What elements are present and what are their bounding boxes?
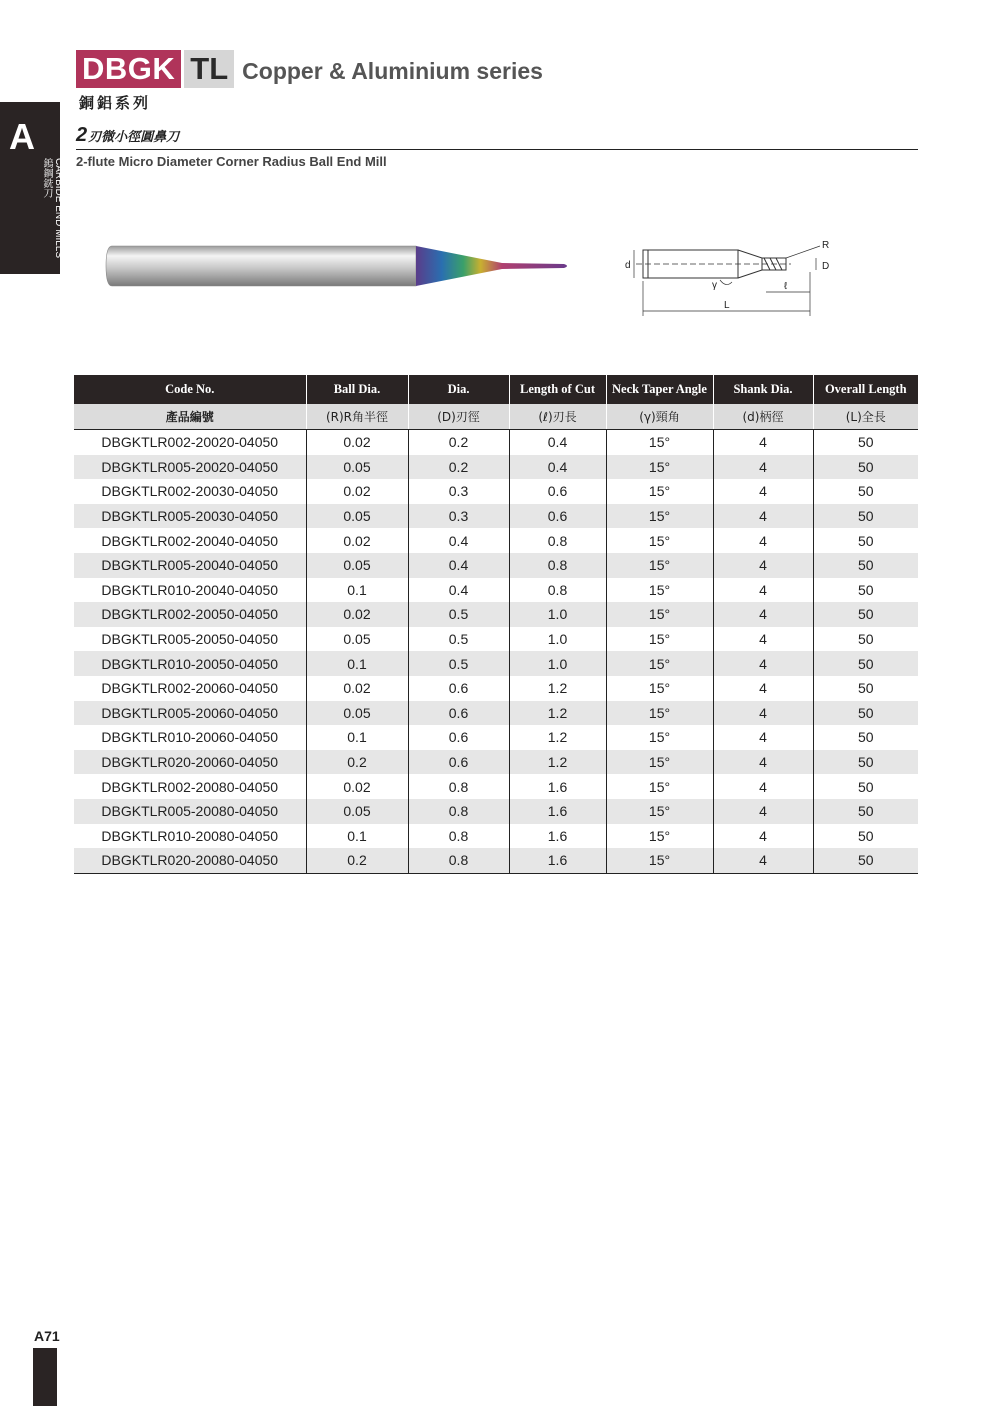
label-L: L [724, 300, 730, 311]
table-row [74, 701, 918, 726]
label-l: ℓ [784, 281, 788, 292]
cell-ball-dia: 0.05 [306, 799, 408, 824]
cell-dia: 0.8 [408, 824, 509, 849]
cell-shank-dia: 4 [713, 799, 813, 824]
product-title-cn [76, 124, 179, 147]
cell-overall-length: 50 [813, 651, 918, 676]
cell-overall-length: 50 [813, 701, 918, 726]
table-row [74, 774, 918, 799]
table-row [74, 602, 918, 627]
cell-shank-dia: 4 [713, 848, 813, 873]
cell-length-of-cut: 1.2 [509, 725, 606, 750]
page-number: A71 [34, 1328, 60, 1344]
cell-length-of-cut: 1.6 [509, 799, 606, 824]
section-label-cn: 鎢鋼銑刀 [41, 158, 52, 198]
label-d: d [625, 260, 631, 271]
cell-neck-taper-angle: 15° [606, 479, 713, 504]
footer-bar [33, 1348, 57, 1406]
header-row-cn [74, 404, 918, 430]
cell-dia: 0.8 [408, 774, 509, 799]
cell-ball-dia: 0.05 [306, 504, 408, 529]
cell-overall-length: 50 [813, 553, 918, 578]
cell-code-no: DBGKTLR002-20030-04050 [101, 483, 279, 500]
cell-ball-dia: 0.1 [306, 725, 408, 750]
cell-length-of-cut: 1.2 [509, 701, 606, 726]
col-header-cn-ball-dia: (R)R角半徑 [306, 404, 408, 430]
col-header-shank-dia: Shank Dia. [713, 375, 813, 404]
cell-code-no: DBGKTLR010-20040-04050 [101, 581, 279, 598]
cell-code-no: DBGKTLR005-20030-04050 [74, 504, 306, 529]
cell-shank-dia: 4 [713, 701, 813, 726]
cell-neck-taper-angle: 15° [606, 455, 713, 480]
cell-dia: 0.4 [408, 578, 509, 603]
cell-neck-taper-angle: 15° [606, 750, 713, 775]
cell-overall-length: 50 [813, 848, 918, 873]
table-row [74, 651, 918, 676]
brand-header [76, 50, 543, 88]
col-header-ball-dia: Ball Dia. [306, 375, 408, 404]
cell-shank-dia: 4 [713, 455, 813, 480]
cell-dia: 0.3 [408, 504, 509, 529]
col-header-cn-length-of-cut: (ℓ)刃長 [509, 404, 606, 430]
table-row [74, 430, 918, 455]
cell-shank-dia: 4 [713, 479, 813, 504]
cell-neck-taper-angle: 15° [606, 504, 713, 529]
cell-dia: 0.4 [408, 528, 509, 553]
cell-code-no: DBGKTLR002-20080-04050 [101, 778, 279, 795]
table-row [74, 479, 918, 504]
cell-neck-taper-angle: 15° [606, 430, 713, 455]
cell-code-no: DBGKTLR005-20020-04050 [74, 455, 306, 480]
table-body [74, 430, 918, 874]
cell-shank-dia: 4 [713, 824, 813, 849]
cell-ball-dia: 0.05 [306, 627, 408, 652]
cell-length-of-cut: 1.6 [509, 774, 606, 799]
cell-overall-length: 50 [813, 455, 918, 480]
col-header-cn-neck-taper-angle: (γ)頸角 [606, 404, 713, 430]
tool-photo [104, 238, 579, 294]
brand-suffix: TL [184, 50, 234, 88]
cell-code-no: DBGKTLR005-20080-04050 [74, 799, 306, 824]
series-title: Copper & Aluminium series [242, 58, 543, 84]
cell-dia: 0.6 [408, 701, 509, 726]
section-label [40, 158, 64, 258]
tool-neck [416, 246, 502, 286]
cell-dia: 0.6 [408, 750, 509, 775]
cell-shank-dia: 4 [713, 528, 813, 553]
cell-neck-taper-angle: 15° [606, 824, 713, 849]
col-header-cn-shank-dia: (d)柄徑 [713, 404, 813, 430]
spec-table [74, 375, 918, 874]
cell-neck-taper-angle: 15° [606, 651, 713, 676]
title-divider [76, 149, 918, 150]
cell-shank-dia: 4 [713, 750, 813, 775]
cell-ball-dia: 0.02 [306, 676, 408, 701]
cell-dia: 0.8 [408, 848, 509, 873]
cell-overall-length: 50 [813, 824, 918, 849]
cell-ball-dia: 0.2 [306, 848, 408, 873]
cell-length-of-cut: 1.2 [509, 750, 606, 775]
table-row [74, 824, 918, 849]
cell-neck-taper-angle: 15° [606, 553, 713, 578]
cell-overall-length: 50 [813, 479, 918, 504]
cell-neck-taper-angle: 15° [606, 676, 713, 701]
cell-length-of-cut: 1.6 [509, 848, 606, 873]
cell-overall-length: 50 [813, 799, 918, 824]
cell-overall-length: 50 [813, 627, 918, 652]
cell-overall-length: 50 [813, 750, 918, 775]
section-letter: A [9, 116, 35, 157]
cell-code-no: DBGKTLR010-20050-04050 [74, 651, 306, 676]
col-header-neck-taper-angle: Neck Taper Angle [606, 375, 713, 404]
cell-neck-taper-angle: 15° [606, 602, 713, 627]
cell-overall-length: 50 [813, 430, 918, 455]
cell-shank-dia: 4 [713, 602, 813, 627]
cell-neck-taper-angle: 15° [606, 627, 713, 652]
cell-ball-dia: 0.05 [306, 553, 408, 578]
cell-length-of-cut: 0.8 [509, 553, 606, 578]
cell-dia: 0.2 [408, 430, 509, 455]
cell-overall-length: 50 [813, 504, 918, 529]
cell-code-no: DBGKTLR010-20060-04050 [101, 729, 279, 746]
cell-shank-dia: 4 [713, 651, 813, 676]
col-header-cn-dia: (D)刃徑 [408, 404, 509, 430]
table-row [74, 799, 918, 824]
cell-neck-taper-angle: 15° [606, 774, 713, 799]
cell-dia: 0.6 [408, 725, 509, 750]
tool-shank [106, 246, 416, 286]
series-title-cn: 銅鋁系列 [79, 94, 152, 112]
cell-length-of-cut: 0.6 [509, 479, 606, 504]
product-title-cn-text: 刃微小徑圓鼻刀 [88, 130, 180, 145]
cell-overall-length: 50 [813, 602, 918, 627]
cell-neck-taper-angle: 15° [606, 528, 713, 553]
cell-shank-dia: 4 [713, 504, 813, 529]
cell-code-no: DBGKTLR002-20060-04050 [101, 680, 279, 697]
table-row [74, 504, 918, 529]
section-side-tab [0, 102, 64, 274]
cell-overall-length: 50 [813, 774, 918, 799]
cell-shank-dia: 4 [713, 725, 813, 750]
cell-ball-dia: 0.02 [306, 479, 408, 504]
cell-overall-length: 50 [813, 528, 918, 553]
cell-dia: 0.2 [408, 455, 509, 480]
label-D: D [822, 261, 830, 272]
label-R: R [822, 240, 830, 251]
col-header-dia: Dia. [408, 375, 509, 404]
cell-ball-dia: 0.1 [306, 824, 408, 849]
cell-shank-dia: 4 [713, 676, 813, 701]
table-row [74, 455, 918, 480]
table-row [74, 750, 918, 775]
cell-length-of-cut: 1.0 [509, 602, 606, 627]
cell-length-of-cut: 0.8 [509, 578, 606, 603]
cell-code-no: DBGKTLR005-20050-04050 [101, 631, 279, 648]
cell-ball-dia: 0.05 [306, 701, 408, 726]
cell-length-of-cut: 0.6 [509, 504, 606, 529]
cell-ball-dia: 0.1 [306, 578, 408, 603]
table-row [74, 848, 918, 873]
cell-overall-length: 50 [813, 725, 918, 750]
table-row [74, 627, 918, 652]
cell-overall-length: 50 [813, 676, 918, 701]
cell-ball-dia: 0.2 [306, 750, 408, 775]
table-row [74, 578, 918, 603]
brand-code: DBGK [76, 50, 181, 88]
cell-ball-dia: 0.02 [306, 774, 408, 799]
cell-dia: 0.6 [408, 676, 509, 701]
table-row [74, 528, 918, 553]
cell-shank-dia: 4 [713, 553, 813, 578]
cell-neck-taper-angle: 15° [606, 799, 713, 824]
cell-code-no: DBGKTLR010-20080-04050 [101, 827, 279, 844]
cell-ball-dia: 0.05 [306, 455, 408, 480]
cell-code-no: DBGKTLR002-20050-04050 [74, 602, 306, 627]
cell-length-of-cut: 1.2 [509, 676, 606, 701]
cell-ball-dia: 0.02 [306, 528, 408, 553]
cell-dia: 0.3 [408, 479, 509, 504]
tool-dimension-diagram [616, 236, 846, 320]
tool-tip [502, 263, 567, 269]
cell-overall-length: 50 [813, 578, 918, 603]
cell-dia: 0.4 [408, 553, 509, 578]
cell-shank-dia: 4 [713, 774, 813, 799]
cell-neck-taper-angle: 15° [606, 701, 713, 726]
cell-length-of-cut: 0.4 [509, 455, 606, 480]
cell-length-of-cut: 1.6 [509, 824, 606, 849]
cell-shank-dia: 4 [713, 627, 813, 652]
col-header-cn-code-no: 產品編號 [74, 404, 306, 430]
cell-code-no: DBGKTLR002-20020-04050 [101, 434, 279, 451]
flute-number: 2 [76, 124, 88, 146]
cell-ball-dia: 0.1 [306, 651, 408, 676]
cell-neck-taper-angle: 15° [606, 578, 713, 603]
cell-dia: 0.5 [408, 602, 509, 627]
cell-neck-taper-angle: 15° [606, 725, 713, 750]
cell-neck-taper-angle: 15° [606, 848, 713, 873]
cell-code-no: DBGKTLR002-20040-04050 [101, 532, 279, 549]
cell-code-no: DBGKTLR005-20040-04050 [74, 553, 306, 578]
col-header-cn-overall-length: (L)全長 [813, 404, 918, 430]
cell-code-no: DBGKTLR020-20060-04050 [74, 750, 306, 775]
cell-length-of-cut: 0.4 [509, 430, 606, 455]
section-label-en: CARBIDE END MILLS [53, 158, 64, 259]
cell-dia: 0.5 [408, 651, 509, 676]
cell-length-of-cut: 1.0 [509, 651, 606, 676]
cell-dia: 0.5 [408, 627, 509, 652]
table-row [74, 725, 918, 750]
cell-length-of-cut: 0.8 [509, 528, 606, 553]
cell-shank-dia: 4 [713, 430, 813, 455]
col-header-length-of-cut: Length of Cut [509, 375, 606, 404]
table-row [74, 676, 918, 701]
cell-ball-dia: 0.02 [306, 602, 408, 627]
cell-code-no: DBGKTLR020-20080-04050 [74, 848, 306, 873]
cell-ball-dia: 0.02 [306, 430, 408, 455]
label-gamma: γ [712, 280, 717, 291]
col-header-overall-length: Overall Length [813, 375, 918, 404]
cell-shank-dia: 4 [713, 578, 813, 603]
cell-code-no: DBGKTLR005-20060-04050 [74, 701, 306, 726]
cell-dia: 0.8 [408, 799, 509, 824]
cell-length-of-cut: 1.0 [509, 627, 606, 652]
header-row-en [74, 375, 918, 404]
col-header-code-no: Code No. [74, 375, 306, 404]
table-row [74, 553, 918, 578]
product-title-en: 2-flute Micro Diameter Corner Radius Ball End Mill [76, 154, 387, 169]
